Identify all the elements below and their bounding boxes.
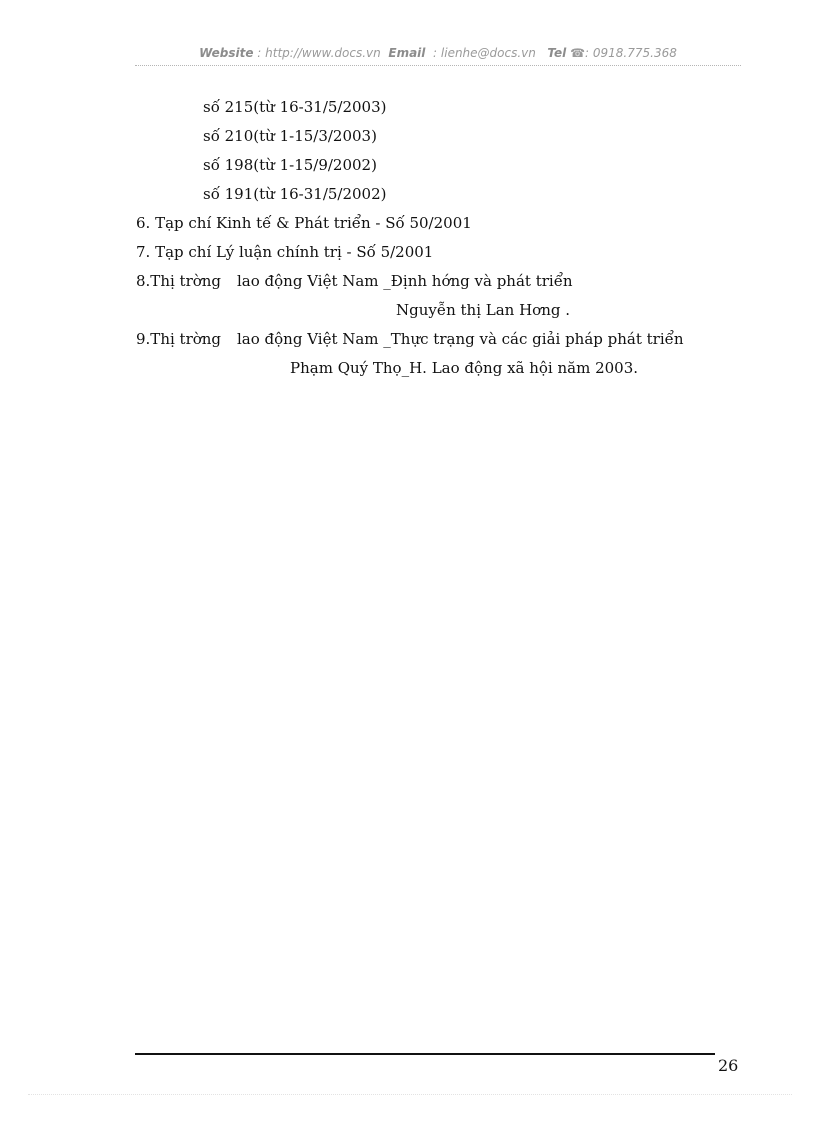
page-bottom-border: [28, 1094, 792, 1095]
reference-9-author: Phạm Quý Thọ_H. Lao động xã hội năm 2003.: [290, 359, 639, 377]
reference-8-author: Nguyễn thị Lan Hơng .: [396, 301, 571, 319]
tel-label: Tel: [547, 46, 567, 60]
email-label: Email: [388, 46, 426, 60]
header-divider: [135, 65, 741, 66]
reference-issue-191: số 191(từ 16-31/5/2002): [203, 185, 387, 203]
reference-9-title: lao động Việt Nam _Thực trạng và các giải pháp phát triển: [237, 330, 684, 348]
reference-issue-210: số 210(từ 1-15/3/2003): [203, 127, 377, 145]
page-number: 26: [718, 1056, 739, 1075]
reference-9-number: 9.Thị trờng: [136, 330, 222, 348]
reference-8-title: lao động Việt Nam _Định hớng và phát triển: [237, 272, 573, 290]
reference-7: 7. Tạp chí Lý luận chính trị - Số 5/2001: [136, 243, 434, 261]
website-url[interactable]: : http://www.docs.vn: [257, 46, 381, 60]
reference-issue-215: số 215(từ 16-31/5/2003): [203, 98, 387, 116]
website-label: Website: [199, 46, 254, 60]
page-header: [135, 46, 741, 60]
phone-icon: ☎: [570, 46, 586, 60]
reference-8-number: 8.Thị trờng: [136, 272, 222, 290]
reference-issue-198: số 198(từ 1-15/9/2002): [203, 156, 377, 174]
email-address[interactable]: : lienhe@docs.vn: [433, 46, 536, 60]
tel-number: : 0918.775.368: [585, 46, 677, 60]
footer-divider: [135, 1053, 715, 1055]
reference-6: 6. Tạp chí Kinh tế & Phát triển - Số 50/2001: [136, 214, 472, 232]
